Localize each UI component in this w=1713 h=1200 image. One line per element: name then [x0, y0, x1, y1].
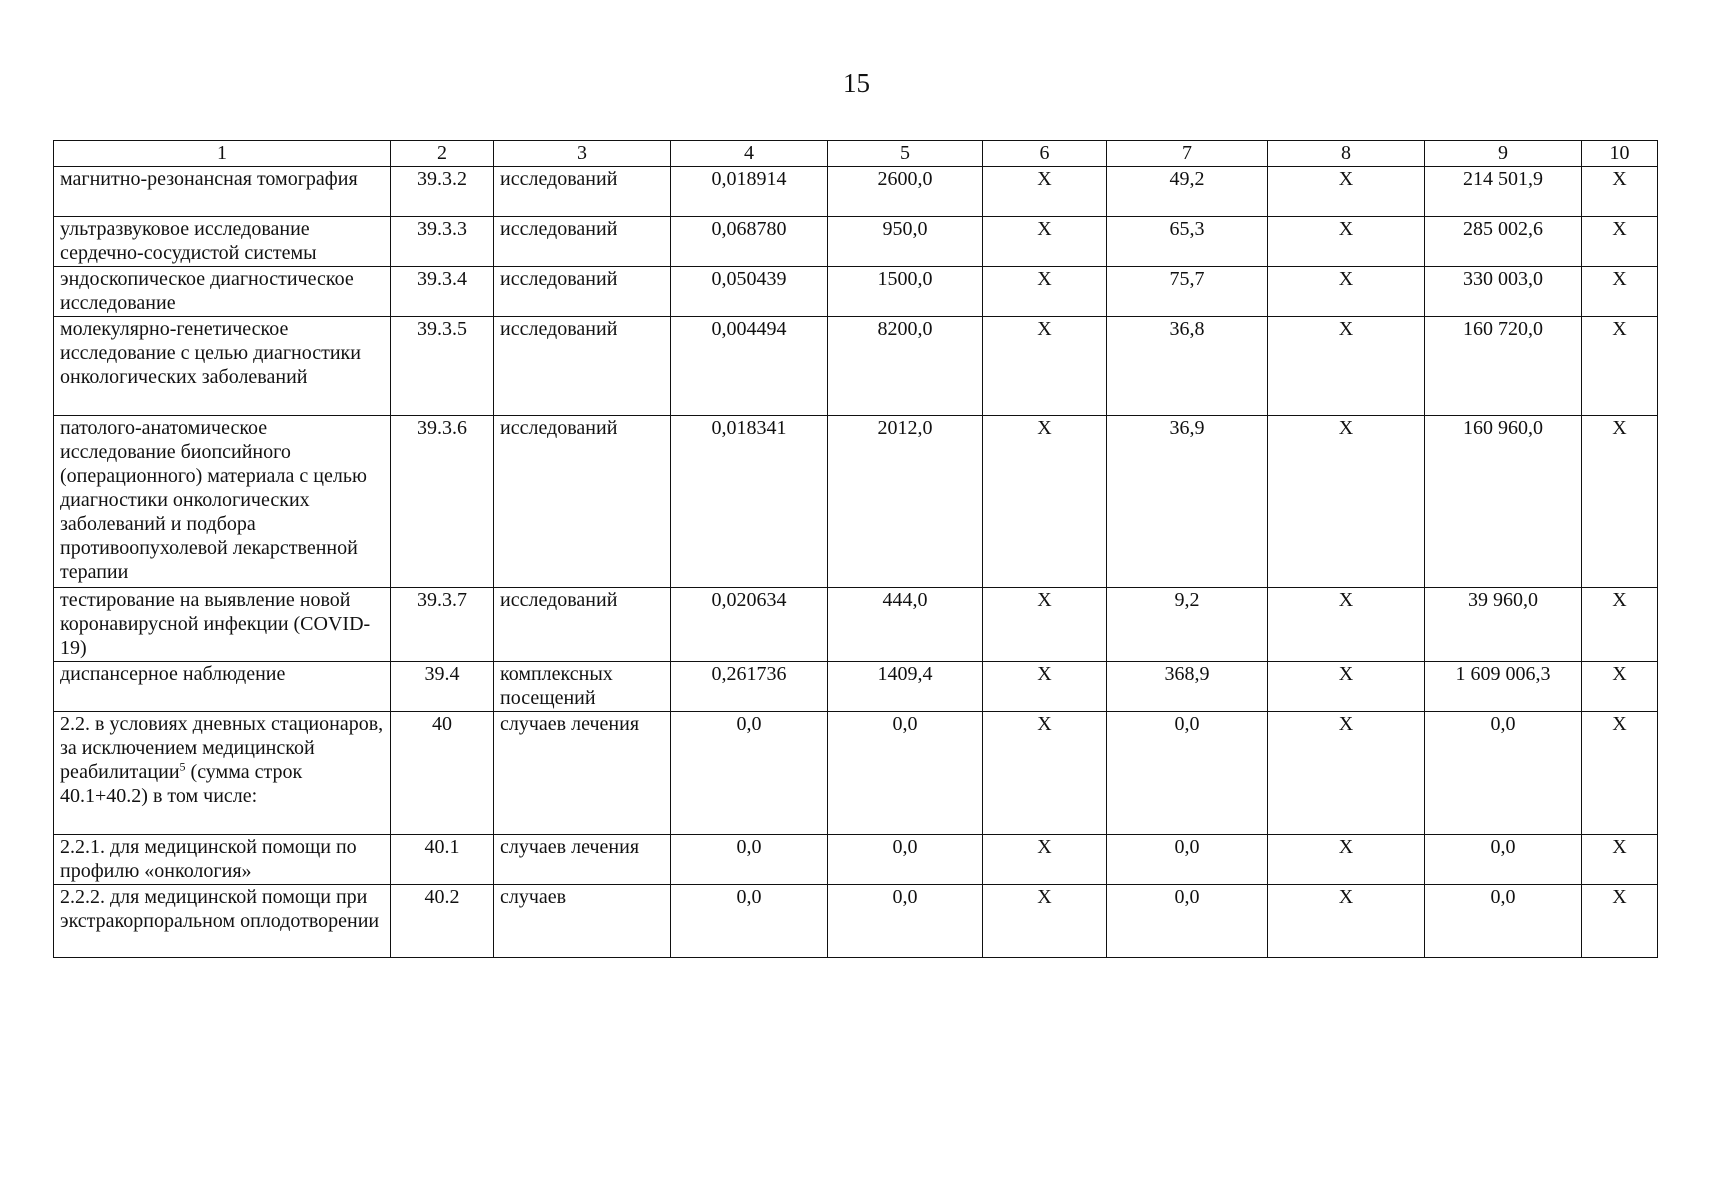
x-cell: Х — [1268, 317, 1425, 416]
column-header: 1 — [54, 141, 391, 167]
value-cell: 0,0 — [671, 885, 828, 958]
value-cell: 0,018914 — [671, 167, 828, 217]
table-row — [54, 588, 1658, 662]
column-header: 10 — [1582, 141, 1658, 167]
table-row — [54, 885, 1658, 958]
value-cell: 65,3 — [1107, 217, 1268, 267]
x-cell: Х — [1268, 712, 1425, 835]
value-cell: 1500,0 — [828, 267, 983, 317]
header-row — [54, 141, 1658, 167]
value-cell: 8200,0 — [828, 317, 983, 416]
value-cell: 0,0 — [1107, 712, 1268, 835]
row-name-cell: тестирование на выявление новой коронавирусной инфекции (COVID-19) — [54, 588, 391, 662]
x-cell: Х — [983, 885, 1107, 958]
value-cell: 950,0 — [828, 217, 983, 267]
table-row — [54, 662, 1658, 712]
table-row — [54, 267, 1658, 317]
value-cell: 0,0 — [1425, 885, 1582, 958]
column-header: 7 — [1107, 141, 1268, 167]
page-number: 15 — [843, 68, 870, 98]
value-cell: 160 960,0 — [1425, 416, 1582, 588]
x-cell: Х — [983, 662, 1107, 712]
value-cell: 0,0 — [1425, 835, 1582, 885]
value-cell: 0,068780 — [671, 217, 828, 267]
row-unit-cell: исследований — [494, 217, 671, 267]
value-cell: 0,0 — [671, 835, 828, 885]
row-name-cell: диспансерное наблюдение — [54, 662, 391, 712]
row-name-cell: патолого-анатомическое исследование биопсийного (операционного) материала с целью диагностики онкологических заболеваний и подбора противоопухолевой лекарственной терапии — [54, 416, 391, 588]
row-unit-cell: случаев — [494, 885, 671, 958]
x-cell: Х — [1268, 217, 1425, 267]
x-cell: Х — [983, 317, 1107, 416]
column-header: 6 — [983, 141, 1107, 167]
column-header: 4 — [671, 141, 828, 167]
row-code-cell: 39.3.5 — [391, 317, 494, 416]
data-table — [53, 140, 1658, 958]
x-cell: Х — [983, 712, 1107, 835]
table-row — [54, 416, 1658, 588]
value-cell: 0,0 — [1107, 835, 1268, 885]
value-cell: 39 960,0 — [1425, 588, 1582, 662]
column-header: 3 — [494, 141, 671, 167]
row-name-cell — [54, 712, 391, 835]
value-cell: 0,0 — [828, 835, 983, 885]
x-cell: Х — [1582, 416, 1658, 588]
value-cell: 0,0 — [828, 712, 983, 835]
x-cell: Х — [1268, 885, 1425, 958]
value-cell: 0,261736 — [671, 662, 828, 712]
x-cell: Х — [1582, 885, 1658, 958]
x-cell: Х — [1268, 588, 1425, 662]
row-code-cell: 39.3.2 — [391, 167, 494, 217]
row-unit-cell: исследований — [494, 588, 671, 662]
x-cell: Х — [983, 167, 1107, 217]
value-cell: 0,0 — [671, 712, 828, 835]
row-unit-cell: исследований — [494, 317, 671, 416]
row-code-cell: 40.1 — [391, 835, 494, 885]
row-unit-cell: случаев лечения — [494, 712, 671, 835]
row-code-cell: 39.3.4 — [391, 267, 494, 317]
x-cell: Х — [1582, 588, 1658, 662]
x-cell: Х — [1268, 835, 1425, 885]
table-row — [54, 712, 1658, 835]
row-unit-cell: исследований — [494, 167, 671, 217]
table-row — [54, 317, 1658, 416]
table-row — [54, 835, 1658, 885]
value-cell: 1409,4 — [828, 662, 983, 712]
value-cell: 75,7 — [1107, 267, 1268, 317]
row-unit-cell: исследований — [494, 416, 671, 588]
row-unit-cell: исследований — [494, 267, 671, 317]
row-code-cell: 39.4 — [391, 662, 494, 712]
x-cell: Х — [983, 217, 1107, 267]
value-cell: 0,018341 — [671, 416, 828, 588]
value-cell: 0,050439 — [671, 267, 828, 317]
value-cell: 214 501,9 — [1425, 167, 1582, 217]
x-cell: Х — [983, 835, 1107, 885]
value-cell: 0,004494 — [671, 317, 828, 416]
row-name-cell: молекулярно-генетическое исследование с целью диагностики онкологических заболеваний — [54, 317, 391, 416]
x-cell: Х — [983, 588, 1107, 662]
x-cell: Х — [1582, 217, 1658, 267]
value-cell: 368,9 — [1107, 662, 1268, 712]
table-row — [54, 217, 1658, 267]
column-header: 5 — [828, 141, 983, 167]
value-cell: 160 720,0 — [1425, 317, 1582, 416]
row-code-cell: 40 — [391, 712, 494, 835]
value-cell: 1 609 006,3 — [1425, 662, 1582, 712]
row-code-cell: 39.3.3 — [391, 217, 494, 267]
column-header: 8 — [1268, 141, 1425, 167]
row-name-cell: эндоскопическое диагностическое исследование — [54, 267, 391, 317]
value-cell: 36,9 — [1107, 416, 1268, 588]
value-cell: 444,0 — [828, 588, 983, 662]
row-code-cell: 39.3.6 — [391, 416, 494, 588]
x-cell: Х — [1268, 167, 1425, 217]
value-cell: 36,8 — [1107, 317, 1268, 416]
footnote-marker: 5 — [179, 759, 186, 774]
value-cell: 0,0 — [828, 885, 983, 958]
table-row — [54, 167, 1658, 217]
x-cell: Х — [1268, 267, 1425, 317]
row-code-cell: 40.2 — [391, 885, 494, 958]
column-header: 2 — [391, 141, 494, 167]
row-unit-cell: случаев лечения — [494, 835, 671, 885]
x-cell: Х — [1268, 416, 1425, 588]
value-cell: 0,0 — [1107, 885, 1268, 958]
row-name-cell: ультразвуковое исследование сердечно-сосудистой системы — [54, 217, 391, 267]
x-cell: Х — [1582, 712, 1658, 835]
value-cell: 2600,0 — [828, 167, 983, 217]
value-cell: 330 003,0 — [1425, 267, 1582, 317]
value-cell: 2012,0 — [828, 416, 983, 588]
row-name-tail: (сумма строк 40.1+40.2) в том числе: — [60, 761, 303, 807]
row-name-cell: 2.2.1. для медицинской помощи по профилю «онкология» — [54, 835, 391, 885]
x-cell: Х — [983, 267, 1107, 317]
value-cell: 0,0 — [1425, 712, 1582, 835]
x-cell: Х — [1582, 835, 1658, 885]
x-cell: Х — [1582, 317, 1658, 416]
value-cell: 49,2 — [1107, 167, 1268, 217]
row-name-cell: магнитно-резонансная томография — [54, 167, 391, 217]
row-name-text: 2.2. в условиях дневных стационаров, за исключением медицинской реабилитации — [60, 713, 384, 783]
column-header: 9 — [1425, 141, 1582, 167]
value-cell: 9,2 — [1107, 588, 1268, 662]
x-cell: Х — [983, 416, 1107, 588]
value-cell: 285 002,6 — [1425, 217, 1582, 267]
value-cell: 0,020634 — [671, 588, 828, 662]
x-cell: Х — [1582, 167, 1658, 217]
row-name-cell: 2.2.2. для медицинской помощи при экстракорпоральном оплодотворении — [54, 885, 391, 958]
x-cell: Х — [1268, 662, 1425, 712]
x-cell: Х — [1582, 662, 1658, 712]
row-code-cell: 39.3.7 — [391, 588, 494, 662]
x-cell: Х — [1582, 267, 1658, 317]
row-unit-cell: комплексных посещений — [494, 662, 671, 712]
